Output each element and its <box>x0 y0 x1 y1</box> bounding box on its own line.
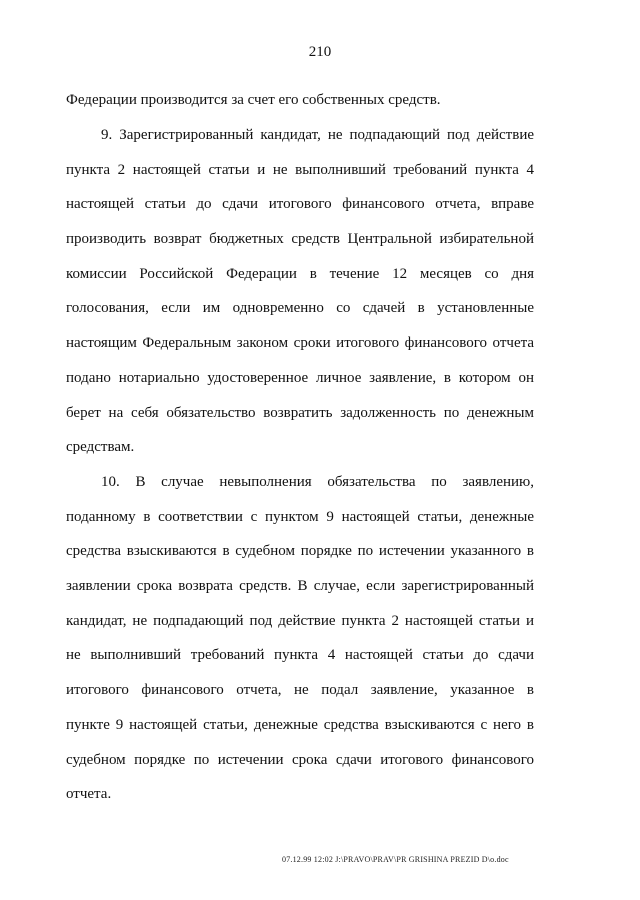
text-line: средствам. <box>66 439 135 456</box>
text-line: настоящей статьи до сдачи итогового финансового отчета, вправе <box>66 196 534 213</box>
text-line: берет на себя обязательство возвратить задолженность по денежным <box>66 404 534 421</box>
text-line: пункта 2 настоящей статьи и не выполнивший требований пункта 4 <box>66 161 534 178</box>
text-line: пункте 9 настоящей статьи, денежные средства взыскиваются с него в <box>66 716 534 733</box>
text-line: настоящим Федеральным законом сроки итогового финансового отчета <box>66 335 534 352</box>
text-line: не выполнивший требований пункта 4 настоящей статьи до сдачи <box>66 647 534 664</box>
text-line: отчета. <box>66 786 112 803</box>
text-line: подано нотариально удостоверенное личное заявление, в котором он <box>66 369 534 386</box>
text-line: средства взыскиваются в судебном порядке по истечении указанного в <box>66 543 534 560</box>
text-line: производить возврат бюджетных средств Центральной избирательной <box>66 231 534 248</box>
text-line: итогового финансового отчета, не подал заявление, указанное в <box>66 682 534 699</box>
text-line: заявлении срока возврата средств. В случае, если зарегистрированный <box>66 578 534 595</box>
paragraph-10 <box>66 465 534 812</box>
text-line: Федерации производится за счет его собственных средств. <box>66 92 441 108</box>
text-line: комиссии Российской Федерации в течение 12 месяцев со дня <box>66 265 534 282</box>
text-line: поданному в соответствии с пунктом 9 настоящей статьи, денежные <box>66 508 534 525</box>
file-path-footer: 07.12.99 12:02 J:\PRAVO\PRAV\PR GRISHINA PREZID D\o.doc <box>282 855 509 864</box>
text-line: 9. Зарегистрированный кандидат, не подпадающий под действие <box>101 127 534 143</box>
page-number: 210 <box>308 44 332 60</box>
continuation-text <box>66 83 534 118</box>
text-line: кандидат, не подпадающий под действие пункта 2 настоящей статьи и <box>66 612 534 629</box>
text-line: голосования, если им одновременно со сдачей в установленные <box>66 300 534 317</box>
text-line: 10. В случае невыполнения обязательства по заявлению, <box>101 474 534 490</box>
text-line: судебном порядке по истечении срока сдачи итогового финансового <box>66 751 534 768</box>
paragraph-9 <box>66 118 534 465</box>
